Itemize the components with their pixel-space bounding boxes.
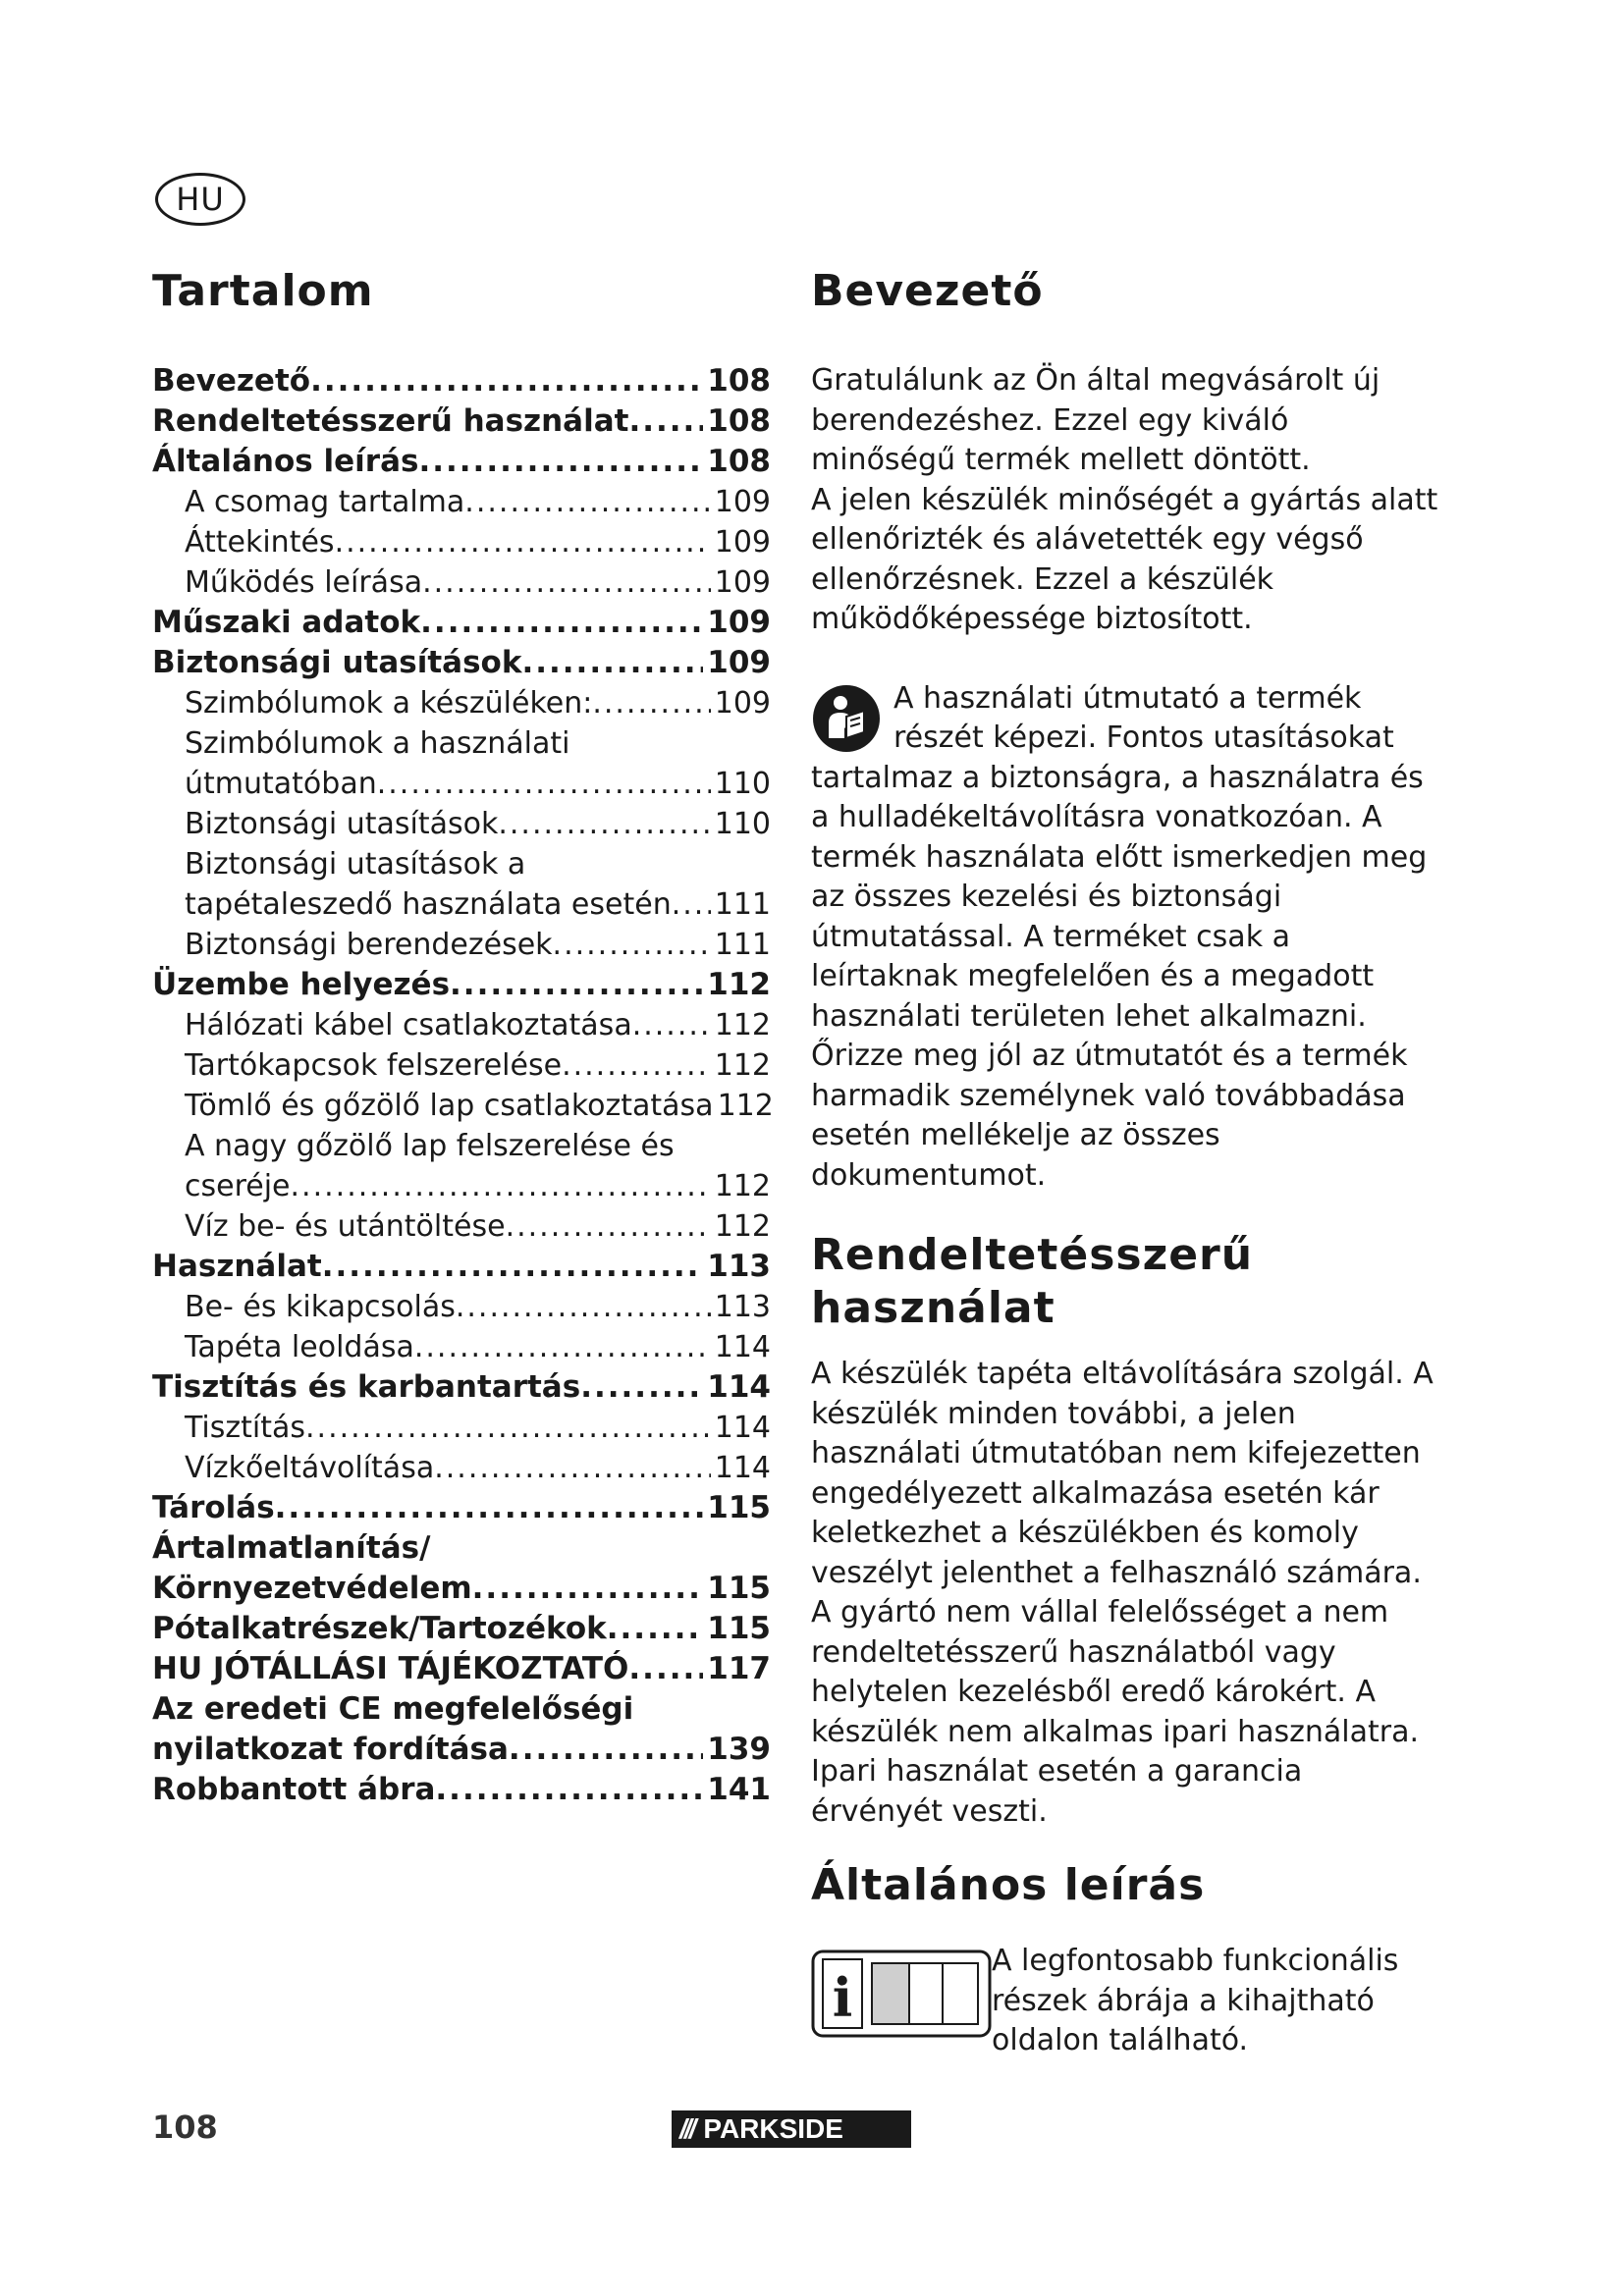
toc-entry-page: 112 <box>717 1089 774 1123</box>
toc-entry-label: Tisztítás <box>185 1411 305 1445</box>
toc-entry-label: Bevezető <box>152 363 311 399</box>
toc-entry-page: 112 <box>714 1209 771 1244</box>
intended-use-heading <box>811 1229 1439 1335</box>
toc-entry-label: Biztonsági berendezések <box>185 928 553 962</box>
toc-leader-dots <box>291 1166 711 1206</box>
intended-use-paragraph-2: A gyártó nem vállal felelősséget a nem rendeltetésszerű használatból vagy helytelen kezelésből eredő károkért. A készülék nem alkalmas ipari használatra. Ipari használat esetén a garancia érvényét veszti. <box>811 1595 1420 1829</box>
toc-leader-dots <box>580 1367 703 1408</box>
toc-leader-dots <box>422 562 711 603</box>
toc-entry-label: Áttekintés <box>185 525 335 560</box>
toc-entry-label: Biztonsági utasítások <box>152 645 522 680</box>
toc-entry-label: HU JÓTÁLLÁSI TÁJÉKOZTATÓ <box>152 1651 629 1686</box>
toc-entry <box>152 1206 771 1247</box>
toc-entry <box>152 1367 771 1408</box>
toc-entry <box>152 1247 771 1287</box>
toc-leader-dots <box>464 482 710 522</box>
toc-entry-page: 108 <box>707 363 771 399</box>
read-manual-icon <box>811 683 882 754</box>
toc-entry <box>152 1730 771 1770</box>
toc-entry <box>152 1448 771 1488</box>
toc-entry-continued: A nagy gőzölő lap felszerelése és <box>185 1129 675 1163</box>
toc-leader-dots <box>275 1488 704 1528</box>
toc-leader-dots <box>420 603 703 643</box>
toc-leader-dots <box>521 643 703 683</box>
toc-entry <box>152 361 771 401</box>
toc-entry-page: 110 <box>714 807 771 841</box>
toc-leader-dots <box>628 401 703 442</box>
toc-leader-dots <box>377 764 711 804</box>
toc-entry-page: 113 <box>714 1290 771 1324</box>
toc-leader-dots <box>632 1005 711 1045</box>
toc-leader-dots <box>450 965 703 1005</box>
toc-entry-page: 109 <box>714 686 771 721</box>
toc-entry-page: 112 <box>714 1169 771 1203</box>
toc-leader-dots <box>310 361 703 401</box>
toc-entry-page: 115 <box>707 1490 771 1525</box>
toc-entry-continued: Biztonsági utasítások a <box>185 847 526 881</box>
intended-use-section <box>811 1355 1439 1832</box>
intended-use-paragraph-1: A készülék tapéta eltávolítására szolgál. A készülék minden további, a jelen használati útmutatóban nem kifejezetten engedélyezett alkalmazása esetén kár keletkezhet a készülékben és komoly veszélyt jelenthet a felhasználó számára. <box>811 1357 1434 1590</box>
toc-entry <box>152 1770 771 1810</box>
toc-entry-page: 108 <box>707 444 771 479</box>
toc-entry-label: A csomag tartalma <box>185 485 465 519</box>
toc-entry-label: Pótalkatrészek/Tartozékok <box>152 1611 607 1646</box>
general-description-note <box>811 1942 1439 2061</box>
toc-entry-page: 109 <box>714 485 771 519</box>
toc-leader-dots <box>592 683 710 723</box>
toc-leader-dots <box>456 1287 711 1327</box>
language-badge: HU <box>155 173 245 226</box>
toc-entry-label: Vízkőeltávolítása <box>185 1451 435 1485</box>
toc-entry-label: Tapéta leoldása <box>185 1330 414 1364</box>
toc-entry <box>152 1005 771 1045</box>
toc-entry-label: Használat <box>152 1249 322 1284</box>
manual-warning <box>811 679 1439 1197</box>
toc-entry-continued: Szimbólumok a használati <box>185 726 570 761</box>
toc-entry-page: 111 <box>714 887 771 922</box>
toc-entry-page: 112 <box>707 967 771 1002</box>
toc-entry <box>152 925 771 965</box>
intro-paragraph-2: A jelen készülék minőségét a gyártás alatt ellenőrizték és alávetették egy végső ellenőrzésnek. Ezzel a készülék működőképessége biztosított. <box>811 482 1438 636</box>
toc-entry <box>152 764 771 804</box>
toc-entry <box>152 965 771 1005</box>
toc-entry <box>152 1086 774 1126</box>
toc-entry-page: 114 <box>714 1451 771 1485</box>
toc-entry <box>152 643 771 683</box>
toc-entry-label: Üzembe helyezés <box>152 967 451 1002</box>
svg-text:i: i <box>832 1966 853 2029</box>
toc-leader-dots <box>672 884 711 925</box>
toc-leader-dots <box>414 1327 711 1367</box>
toc-entry <box>152 1488 771 1528</box>
table-of-contents <box>152 361 774 1810</box>
toc-entry-label: tapétaleszedő használata esetén <box>185 887 672 922</box>
page-number: 108 <box>152 2109 218 2146</box>
toc-entry-label: Általános leírás <box>152 444 419 479</box>
toc-entry-page: 115 <box>707 1571 771 1606</box>
toc-entry <box>152 1045 771 1086</box>
toc-entry <box>152 683 771 723</box>
toc-entry-page: 110 <box>714 767 771 801</box>
toc-entry-page: 109 <box>707 605 771 640</box>
logo-text: PARKSIDE <box>703 2113 843 2144</box>
intended-use-heading-line2: használat <box>811 1283 1056 1333</box>
toc-entry <box>152 1408 771 1448</box>
toc-entry-continued: Az eredeti CE megfelelőségi <box>152 1691 634 1727</box>
toc-entry <box>152 442 771 482</box>
intro-heading: Bevezető <box>811 266 1044 316</box>
toc-entry-label: útmutatóban <box>185 767 377 801</box>
toc-entry-page: 113 <box>707 1249 771 1284</box>
toc-entry <box>152 1569 771 1609</box>
intended-use-heading-line1: Rendeltetésszerű <box>811 1230 1254 1280</box>
toc-entry-label: Működés leírása <box>185 565 423 600</box>
toc-entry-page: 109 <box>714 525 771 560</box>
toc-leader-dots <box>434 1448 711 1488</box>
toc-entry-label: Hálózati kábel csatlakoztatása <box>185 1008 632 1042</box>
info-foldout-icon <box>811 1949 992 2038</box>
toc-entry <box>152 1287 771 1327</box>
toc-entry-label: Műszaki adatok <box>152 605 421 640</box>
toc-entry <box>152 522 771 562</box>
toc-leader-dots <box>335 522 711 562</box>
general-description-heading: Általános leírás <box>811 1860 1206 1910</box>
toc-entry-continued: Ártalmatlanítás/ <box>152 1530 431 1566</box>
toc-leader-dots <box>607 1609 704 1649</box>
intro-section <box>811 361 1439 640</box>
toc-leader-dots <box>562 1045 711 1086</box>
toc-entry <box>152 884 771 925</box>
toc-entry-page: 139 <box>707 1732 771 1767</box>
toc-entry-label: Tisztítás és karbantartás <box>152 1369 581 1405</box>
intro-paragraph-1: Gratulálunk az Ön által megvásárolt új berendezéshez. Ezzel egy kiváló minőségű termék mellett döntött. <box>811 363 1380 477</box>
toc-entry-label: Tömlő és gőzölő lap csatlakoztatása <box>185 1089 714 1123</box>
toc-leader-dots <box>498 804 710 844</box>
toc-title: Tartalom <box>152 266 374 316</box>
toc-entry <box>152 804 771 844</box>
content-column <box>811 265 1439 2061</box>
toc-column <box>152 265 774 1810</box>
toc-entry-label: Környezetvédelem <box>152 1571 472 1606</box>
toc-leader-dots <box>628 1649 703 1689</box>
toc-entry-page: 112 <box>714 1048 771 1083</box>
toc-entry <box>152 482 771 522</box>
toc-leader-dots <box>506 1206 711 1247</box>
toc-entry-page: 114 <box>707 1369 771 1405</box>
toc-entry <box>152 1327 771 1367</box>
toc-leader-dots <box>418 442 703 482</box>
toc-entry-page: 109 <box>714 565 771 600</box>
toc-entry-label: Szimbólumok a készüléken: <box>185 686 593 721</box>
toc-entry-label: Víz be- és utántöltése <box>185 1209 506 1244</box>
toc-leader-dots <box>322 1247 704 1287</box>
toc-leader-dots <box>305 1408 711 1448</box>
toc-entry-label: cseréje <box>185 1169 291 1203</box>
toc-entry-label: Be- és kikapcsolás <box>185 1290 456 1324</box>
toc-entry-page: 109 <box>707 645 771 680</box>
toc-entry-label: nyilatkozat fordítása <box>152 1732 509 1767</box>
general-note-text: A legfontosabb funkcionális részek ábrája a kihajtható oldalon található. <box>992 1944 1399 2057</box>
toc-entry-label: Robbantott ábra <box>152 1772 436 1807</box>
toc-entry-label: Tárolás <box>152 1490 275 1525</box>
toc-entry-page: 141 <box>707 1772 771 1807</box>
toc-leader-dots <box>472 1569 704 1609</box>
toc-entry-page: 108 <box>707 403 771 439</box>
toc-entry-page: 111 <box>714 928 771 962</box>
toc-entry-label: Rendeltetésszerű használat <box>152 403 629 439</box>
warning-text: A használati útmutató a termék részét képezi. Fontos utasításokat tartalmaz a biztonságra, a használatra és a hulladékeltávolításra vonatkozóan. A termék használata előtt ismerkedjen meg az összes kezelési és biztonsági útmutatással. A terméket csak a leírtaknak megfelelően és a megadott használati területen lehet alkalmazni. Őrizze meg jól az útmutatót és a termék harmadik személynek való továbbadása esetén mellékelje az összes dokumentumot. <box>811 680 1428 1193</box>
toc-entry-page: 114 <box>714 1411 771 1445</box>
toc-entry-page: 114 <box>714 1330 771 1364</box>
toc-leader-dots <box>435 1770 703 1810</box>
parkside-logo <box>672 2110 911 2148</box>
toc-entry <box>152 1166 771 1206</box>
logo-slashes: /// <box>679 2113 694 2144</box>
toc-entry-page: 112 <box>714 1008 771 1042</box>
toc-entry-page: 115 <box>707 1611 771 1646</box>
toc-leader-dots <box>509 1730 703 1770</box>
toc-entry-label: Biztonsági utasítások <box>185 807 499 841</box>
toc-entry <box>152 603 771 643</box>
toc-entry <box>152 1649 771 1689</box>
toc-entry <box>152 1609 771 1649</box>
toc-entry <box>152 401 771 442</box>
toc-entry <box>152 562 771 603</box>
toc-entry-page: 117 <box>707 1651 771 1686</box>
toc-entry-label: Tartókapcsok felszerelése <box>185 1048 563 1083</box>
toc-leader-dots <box>553 925 711 965</box>
